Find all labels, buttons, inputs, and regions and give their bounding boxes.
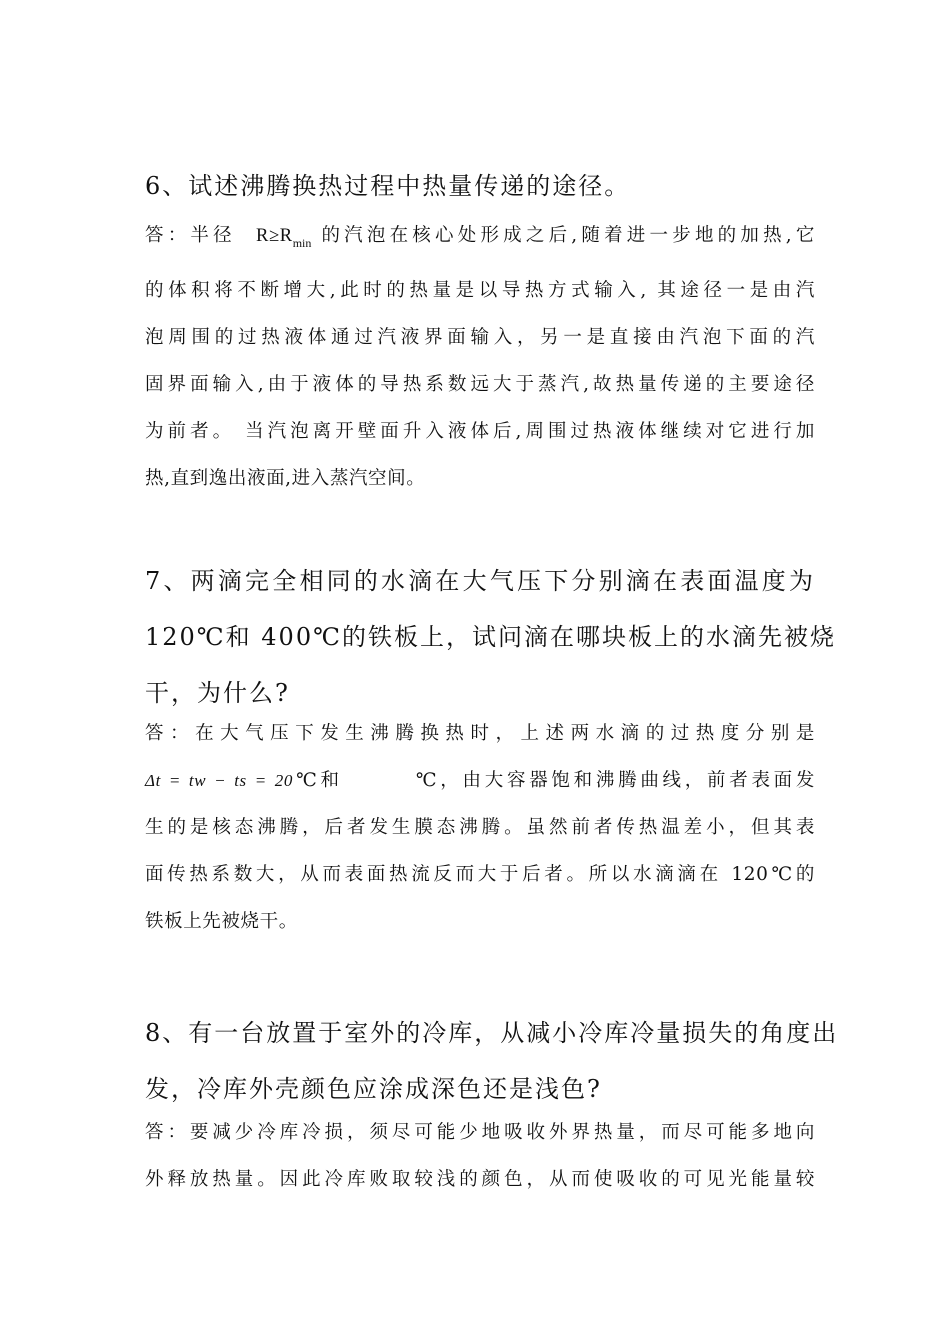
answer-7-line-2-rest: ℃，由大容器饱和沸腾曲线，前者表面发: [412, 770, 815, 791]
question-7-title: [145, 553, 836, 721]
answer-6-line-6: 热,直到逸出液面,进入蒸汽空间。: [145, 468, 426, 489]
question-6-title-line: 6、试述沸腾换热过程中热量传递的途径。: [145, 172, 631, 200]
answer-7-line-4: 面传热系数大，从而表面热流反而大于后者。所以水滴滴在 120℃的: [145, 864, 815, 885]
answer-8-line-1: 答：要减少冷库冷损，须尽可能少地吸收外界热量，而尽可能多地向: [145, 1122, 815, 1143]
answer-7-line-5: 铁板上先被烧干。: [145, 911, 298, 932]
question-7-title-line-2: 120℃和 400℃的铁板上，试问滴在哪块板上的水滴先被烧: [145, 623, 836, 651]
question-7-title-line-1: 7、两滴完全相同的水滴在大气压下分别滴在表面温度为: [145, 567, 815, 595]
answer-6-line-2: 的体积将不断增大,此时的热量是以导热方式输入, 其途径一是由汽: [145, 280, 815, 301]
question-8-title-line-2: 发，冷库外壳颜色应涂成深色还是浅色?: [145, 1075, 602, 1103]
radius-symbol: R≥R: [256, 226, 293, 246]
answer-7-line-2: [145, 757, 815, 804]
answer-6: [145, 212, 815, 502]
answer-6-line-1: [145, 212, 815, 267]
answer-7: [145, 710, 815, 945]
answer-6-line-5: 为前者。 当汽泡离开壁面升入液体后,周围过热液体继续对它进行加: [145, 421, 815, 442]
answer-7-line-3: 生的是核态沸腾，后者发生膜态沸腾。虽然前者传热温差小，但其表: [145, 817, 815, 838]
answer-6-line-4: 固界面输入,由于液体的导热系数远大于蒸汽,故热量传递的主要途径: [145, 374, 815, 395]
question-7-title-line-3: 干，为什么?: [145, 679, 290, 707]
question-6-title: [145, 158, 815, 214]
answer-7-line-1: 答：在大气压下发生沸腾换热时，上述两水滴的过热度分别是: [145, 723, 815, 744]
radius-subscript: min: [292, 236, 312, 250]
question-8-title: [145, 1005, 839, 1117]
question-8-title-line-1: 8、有一台放置于室外的冷库，从减小冷库冷量损失的角度出: [145, 1019, 839, 1047]
answer-6-prefix: 答：半径: [145, 225, 236, 246]
answer-8: [145, 1109, 815, 1203]
answer-7-line-2-unit: ℃和: [292, 770, 343, 791]
answer-8-line-2: 外释放热量。因此冷库败取较浅的颜色，从而使吸收的可见光能量较: [145, 1169, 815, 1190]
answer-6-line-1-rest: 的汽泡在核心处形成之后,随着进一步地的加热,它: [321, 225, 815, 246]
superheat-formula: Δt = tw − ts = 20: [145, 771, 293, 790]
answer-6-line-3: 泡周围的过热液体通过汽液界面输入，另一是直接由汽泡下面的汽: [145, 327, 815, 348]
